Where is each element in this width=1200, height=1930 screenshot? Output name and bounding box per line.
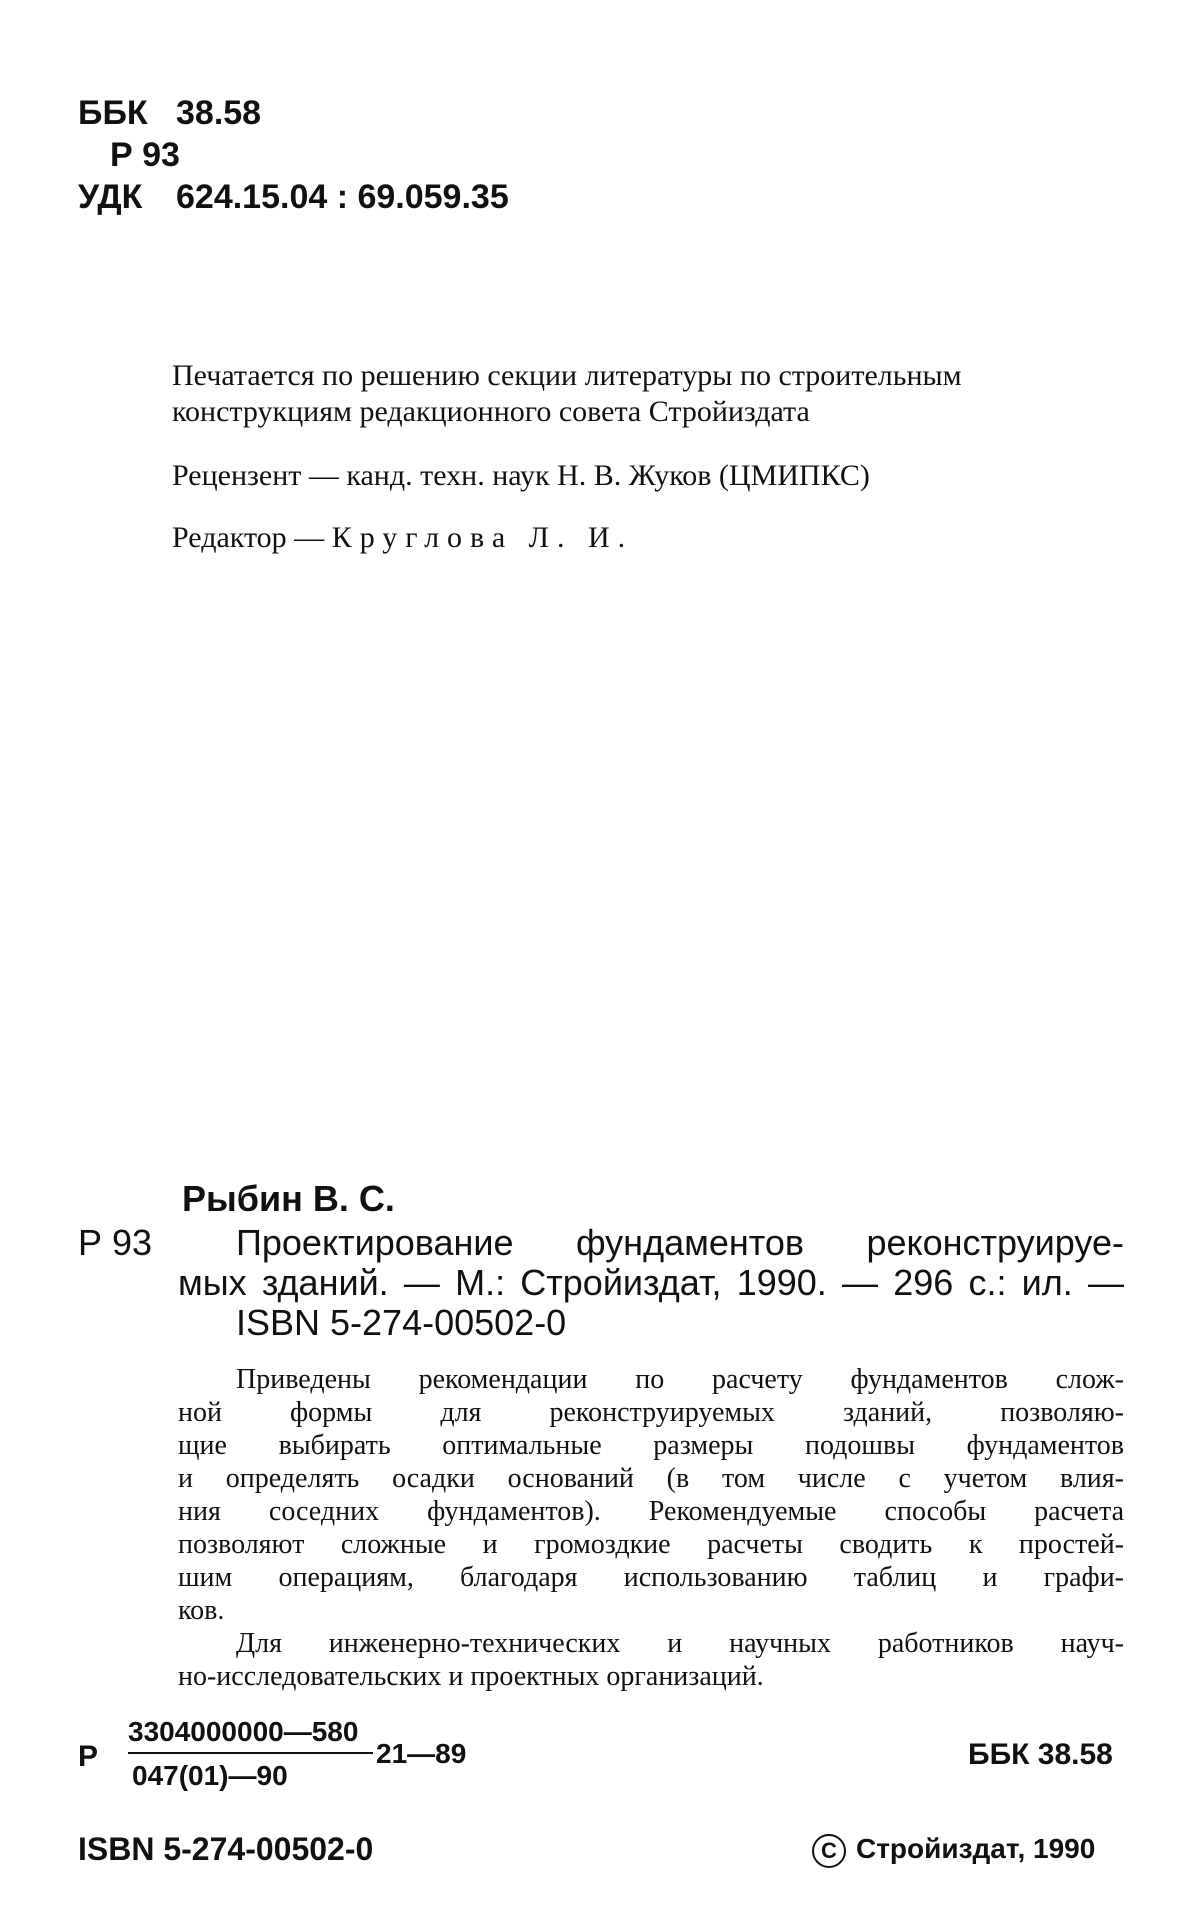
audience-line-1: Для инженерно-технических и научных работников науч-	[236, 1628, 1124, 1659]
author-name: Рыбин В. С.	[182, 1178, 395, 1219]
bib-isbn: ISBN 5-274-00502-0	[236, 1302, 567, 1343]
annotation-line: шим операциям, благодаря использованию таблиц и графи-	[178, 1562, 1124, 1593]
publication-decision-line-1: Печатается по решению секции литературы по строительным	[172, 359, 962, 392]
footer-isbn: ISBN 5-274-00502-0	[78, 1831, 374, 1867]
editor-line	[172, 520, 633, 556]
annotation-line: щие выбирать оптимальные размеры подошвы фундаментов	[178, 1430, 1124, 1461]
publication-decision-line-2: конструкциям редакционного совета Стройиздата	[172, 395, 810, 428]
udk-label: УДК	[78, 178, 143, 216]
copyright-holder: Стройиздат, 1990	[856, 1833, 1096, 1864]
copyright-line	[812, 1830, 1095, 1868]
annotation-last-line: ков.	[178, 1595, 225, 1626]
annotation-line: ния соседних фундаментов). Рекомендуемые способы расчета	[178, 1496, 1124, 1527]
author-mark: Р 93	[110, 136, 180, 174]
editor-name: Круглова Л. И.	[331, 521, 634, 554]
udk-classification	[78, 176, 509, 218]
footer-bbk: ББК 38.58	[968, 1738, 1113, 1771]
annotation-line: и определять осадки оснований (в том числе с учетом влия-	[178, 1463, 1124, 1494]
udk-value: 624.15.04 : 69.059.35	[176, 178, 509, 216]
bbk-classification	[78, 92, 261, 134]
bbk-label: ББК	[78, 94, 148, 132]
annotation-line: ной формы для реконструируемых зданий, позволяю-	[178, 1397, 1124, 1428]
index-denominator: 047(01)—90	[132, 1760, 288, 1791]
annotation-line: позволяют сложные и громоздкие расчеты сводить к простей-	[178, 1529, 1124, 1560]
title-line-2: мых зданий. — М.: Стройиздат, 1990. — 296 с.: ил. —	[178, 1262, 1124, 1303]
editor-prefix: Редактор —	[172, 521, 332, 554]
bib-mark: Р 93	[78, 1222, 153, 1263]
index-suffix: 21—89	[376, 1738, 467, 1769]
annotation-line: Приведены рекомендации по расчету фундаментов слож-	[236, 1364, 1124, 1395]
fraction-bar	[128, 1752, 373, 1754]
bbk-value: 38.58	[176, 94, 262, 132]
index-letter: Р	[78, 1740, 99, 1773]
title-line-1: Проектирование фундаментов реконструируе-	[236, 1222, 1124, 1263]
copyright-icon: C	[812, 1834, 846, 1868]
audience-line-2: но-исследовательских и проектных организаций.	[178, 1661, 764, 1692]
reviewer-line: Рецензент — канд. техн. наук Н. В. Жуков (ЦМИПКС)	[172, 459, 870, 492]
index-numerator: 3304000000—580	[128, 1716, 359, 1747]
